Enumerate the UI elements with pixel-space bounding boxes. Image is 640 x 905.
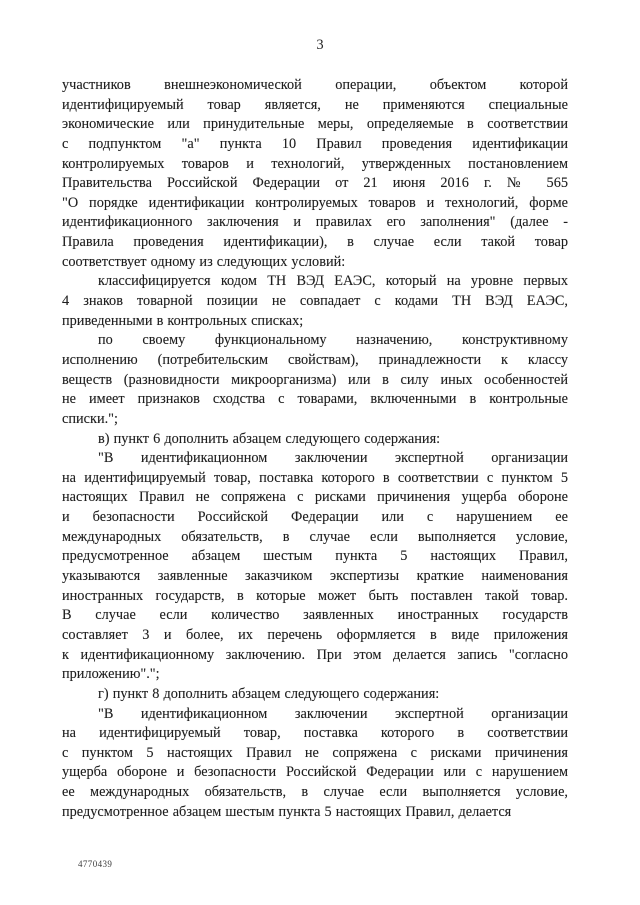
document-body	[62, 76, 568, 822]
text-line: участников внешнеэкономической операции, объектом которой	[62, 77, 568, 93]
text-line: экономические или принудительные меры, определяемые в соответствии	[62, 116, 568, 133]
text-line: предусмотренное абзацем шестым пункта 5 настоящих Правил, делается	[62, 803, 512, 820]
page-number: 3	[316, 37, 324, 53]
text-line: идентифицируемый товар является, не применяются специальные	[62, 96, 568, 113]
text-line: В случае если количество заявленных иностранных государств	[62, 607, 568, 624]
text-line: к идентификационному заключению. При этом делается запись "согласно	[62, 646, 568, 663]
text-line: ущерба обороне и безопасности Российской Федерации или с нарушением	[62, 764, 568, 781]
text-line: контролируемых товаров и технологий, утвержденных постановлением	[62, 155, 568, 172]
text-line: ее международных обязательств, в случае если выполняется условие,	[62, 784, 568, 801]
text-line: в) пункт 6 дополнить абзацем следующего содержания:	[98, 430, 441, 447]
text-line: на идентифицируемый товар, поставка которого в соответствии с пунктом 5	[62, 469, 568, 486]
text-line: иностранных государств, в которые может быть поставлен такой товар.	[62, 587, 568, 604]
text-line: Правительства Российской Федерации от 21 июня 2016 г. № 565	[62, 175, 568, 192]
text-line: на идентифицируемый товар, поставка которого в соответствии	[62, 725, 568, 742]
text-line: идентификационного заключения и правилах его заполнения" (далее -	[62, 214, 568, 231]
text-line: указываются заявленные заказчиком экспертизы краткие наименования	[62, 568, 568, 585]
text-line: веществ (разновидности микроорганизма) или в силу иных особенностей	[62, 371, 568, 388]
text-line: предусмотренное абзацем шестым пункта 5 настоящих Правил,	[62, 548, 568, 565]
text-line: классифицируется кодом ТН ВЭД ЕАЭС, который на уровне первых	[98, 273, 568, 290]
text-line: приведенными в контрольных списках;	[62, 312, 304, 329]
text-line: 4 знаков товарной позиции не совпадает с кодами ТН ВЭД ЕАЭС,	[62, 293, 568, 310]
text-line: и безопасности Российской Федерации или с нарушением ее	[62, 509, 568, 526]
text-line: приложению".";	[62, 666, 160, 683]
text-line: "В идентификационном заключении экспертной организации	[98, 450, 568, 467]
text-line: по своему функциональному назначению, конструктивному	[98, 332, 568, 349]
text-line: соответствует одному из следующих условий:	[62, 253, 346, 270]
footer-code: 4770439	[78, 859, 113, 869]
text-line: "В идентификационном заключении экспертной организации	[98, 705, 568, 722]
text-line: с подпунктом "а" пункта 10 Правил проведения идентификации	[62, 135, 568, 152]
text-line: не имеет признаков сходства с товарами, включенными в контрольные	[62, 391, 568, 408]
text-line: списки.";	[62, 410, 118, 427]
text-line: "О порядке идентификации контролируемых товаров и технологий, форме	[62, 194, 568, 211]
text-line: г) пункт 8 дополнить абзацем следующего содержания:	[98, 685, 440, 702]
text-line: составляет 3 и более, их перечень оформляется в виде приложения	[62, 626, 568, 643]
text-line: с пунктом 5 настоящих Правил не сопряжена с рисками причинения	[62, 744, 568, 761]
text-line: настоящих Правил не сопряжена с рисками причинения ущерба обороне	[62, 489, 568, 506]
text-line: Правила проведения идентификации), в случае если такой товар	[62, 234, 568, 251]
text-line: международных обязательств, в случае если выполняется условие,	[62, 528, 568, 545]
text-line: исполнению (потребительским свойствам), принадлежности к классу	[62, 351, 568, 368]
